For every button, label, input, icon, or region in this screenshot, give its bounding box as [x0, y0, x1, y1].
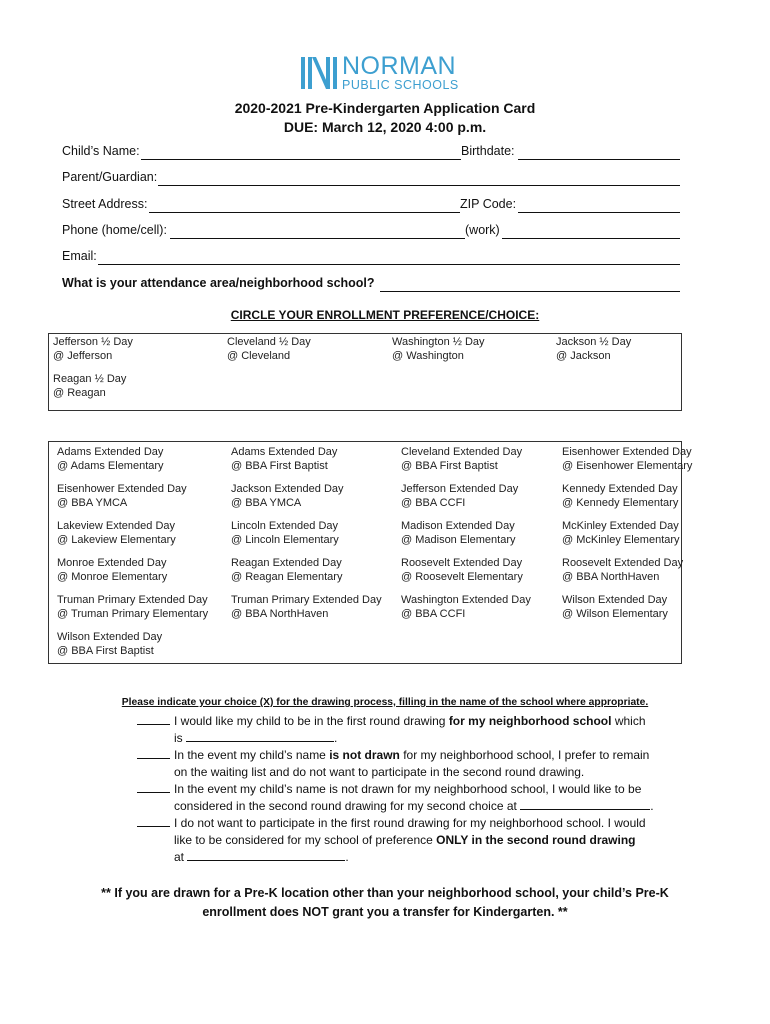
attendance-label: What is your attendance area/neighborhood school? — [62, 276, 375, 290]
half-day-options — [48, 333, 682, 411]
zip-label: ZIP Code: — [460, 197, 517, 211]
work-label: (work) — [465, 223, 500, 237]
option-extended-day[interactable]: Cleveland Extended Day @ BBA First Baptist — [401, 446, 523, 472]
option-extended-day[interactable]: Madison Extended Day @ Madison Elementary — [401, 520, 516, 546]
birthdate-field[interactable] — [518, 159, 680, 160]
option-3-mark-field[interactable] — [137, 781, 170, 793]
option-extended-day[interactable]: Wilson Extended Day @ BBA First Baptist — [57, 631, 163, 657]
option-extended-day[interactable]: Lincoln Extended Day @ Lincoln Elementary — [231, 520, 339, 546]
street-field[interactable] — [149, 212, 460, 213]
option-extended-day[interactable]: Truman Primary Extended Day @ Truman Primary Elementary — [57, 594, 209, 620]
drawing-option-4: I do not want to participate in the first round drawing for my neighborhood school. I would like to be considered for my school of preference ONLY in the second round drawing at . — [137, 815, 682, 866]
child-name-label: Child’s Name: — [62, 144, 140, 158]
work-phone-field[interactable] — [502, 238, 680, 239]
option-extended-day[interactable]: Truman Primary Extended Day @ BBA NorthHaven — [231, 594, 382, 620]
option-4-mark-field[interactable] — [137, 815, 170, 827]
logo-mark-icon — [300, 54, 338, 92]
option-1-school-field[interactable] — [186, 730, 334, 742]
due-date: DUE: March 12, 2020 4:00 p.m. — [283, 119, 487, 135]
option-1-mark-field[interactable] — [137, 713, 170, 725]
logo-name: NORMAN — [342, 52, 457, 80]
child-name-row — [62, 144, 680, 162]
option-extended-day[interactable]: Monroe Extended Day @ Monroe Elementary — [57, 557, 168, 583]
phone-field[interactable] — [170, 238, 465, 239]
option-jackson-half-day[interactable]: Jackson ½ Day @ Jackson — [556, 336, 632, 362]
option-cleveland-half-day[interactable]: Cleveland ½ Day @ Cleveland — [227, 336, 311, 362]
norman-public-schools-logo — [300, 54, 470, 94]
birthdate-label: Birthdate: — [461, 144, 515, 158]
attendance-row — [62, 276, 680, 294]
zip-field[interactable] — [518, 212, 680, 213]
option-extended-day[interactable]: Reagan Extended Day @ Reagan Elementary — [231, 557, 343, 583]
option-reagan-half-day[interactable]: Reagan ½ Day @ Reagan — [53, 373, 127, 399]
extended-day-options — [48, 441, 693, 664]
drawing-option-1: I would like my child to be in the first round drawing for my neighborhood school which is . — [137, 713, 682, 747]
option-extended-day[interactable]: Washington Extended Day @ BBA CCFI — [401, 594, 531, 620]
drawing-option-3: In the event my child’s name is not drawn for my neighborhood school, I would like to be considered in the second round drawing for my second choice at . — [137, 781, 682, 815]
drawing-option-2: In the event my child’s name is not drawn for my neighborhood school, I prefer to remain on the waiting list and do not want to participate in the second round drawing. — [137, 747, 682, 781]
form-title: 2020-2021 Pre-Kindergarten Application Card — [234, 100, 536, 116]
address-row — [62, 197, 680, 215]
street-label: Street Address: — [62, 197, 148, 211]
option-extended-day[interactable]: Adams Extended Day @ Adams Elementary — [57, 446, 164, 472]
phone-row — [62, 223, 680, 241]
email-label: Email: — [62, 249, 97, 263]
parent-row — [62, 170, 680, 188]
option-extended-day[interactable]: Kennedy Extended Day @ Kennedy Elementary — [562, 483, 679, 509]
option-3-school-field[interactable] — [520, 798, 650, 810]
option-4-school-field[interactable] — [187, 849, 345, 861]
option-extended-day[interactable]: Lakeview Extended Day @ Lakeview Elementary — [57, 520, 176, 546]
phone-label: Phone (home/cell): — [62, 223, 167, 237]
parent-field[interactable] — [158, 185, 680, 186]
email-field[interactable] — [98, 264, 680, 265]
option-extended-day[interactable]: Adams Extended Day @ BBA First Baptist — [231, 446, 338, 472]
option-washington-half-day[interactable]: Washington ½ Day @ Washington — [392, 336, 485, 362]
option-extended-day[interactable]: Roosevelt Extended Day @ Roosevelt Elementary — [401, 557, 523, 583]
option-extended-day[interactable]: McKinley Extended Day @ McKinley Elementary — [562, 520, 680, 546]
option-extended-day[interactable]: Wilson Extended Day @ Wilson Elementary — [562, 594, 668, 620]
transfer-note: ** If you are drawn for a Pre-K location other than your neighborhood school, your child’s Pre-K enrollment does NOT grant you a transfer for Kindergarten. ** — [101, 886, 669, 919]
option-extended-day[interactable]: Eisenhower Extended Day @ BBA YMCA — [57, 483, 187, 509]
logo-subtitle: PUBLIC SCHOOLS — [342, 78, 459, 92]
option-extended-day[interactable]: Jackson Extended Day @ BBA YMCA — [231, 483, 344, 509]
option-extended-day[interactable]: Roosevelt Extended Day @ BBA NorthHaven — [562, 557, 684, 583]
instructions-title: Please indicate your choice (X) for the drawing process, filling in the name of the school where appropriate. — [121, 697, 649, 708]
parent-label: Parent/Guardian: — [62, 170, 158, 184]
attendance-field[interactable] — [380, 291, 680, 292]
option-2-mark-field[interactable] — [137, 747, 170, 759]
enrollment-title: CIRCLE YOUR ENROLLMENT PREFERENCE/CHOICE: — [230, 308, 540, 322]
child-name-field[interactable] — [141, 159, 461, 160]
option-extended-day[interactable]: Eisenhower Extended Day @ Eisenhower Elementary — [562, 446, 693, 472]
email-row — [62, 249, 680, 267]
option-extended-day[interactable]: Jefferson Extended Day @ BBA CCFI — [401, 483, 519, 509]
option-jefferson-half-day[interactable]: Jefferson ½ Day @ Jefferson — [53, 336, 133, 362]
